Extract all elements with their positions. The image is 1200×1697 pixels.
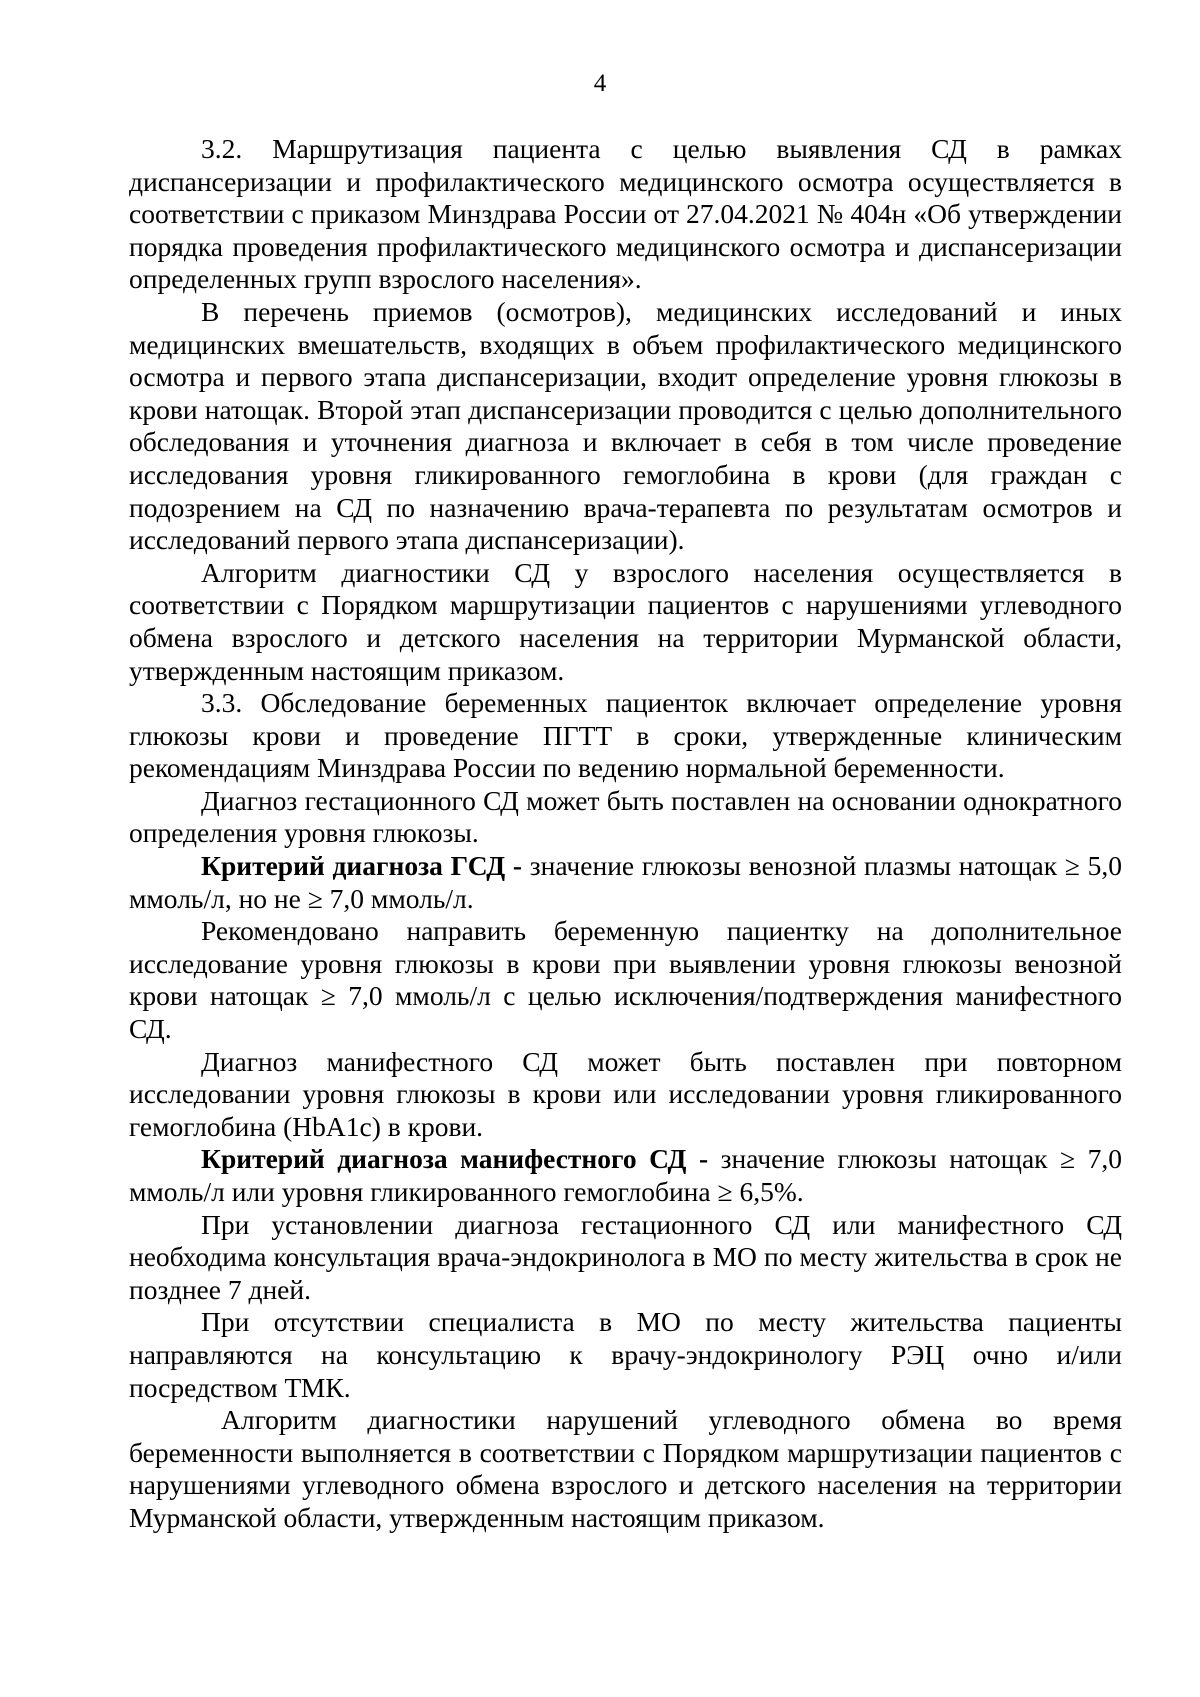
paragraph-text: Рекомендовано направить беременную пациентку на дополнительное исследование уровня глюкозы в крови при выявлении уровня глюкозы венозной крови натощак ≥ 7,0 ммоль/л с целью исключения/подтверждения манифестного СД. (129, 915, 1122, 1045)
paragraph-text: В перечень приемов (осмотров), медицинских исследований и иных медицинских вмешательств, входящих в объем профилактического медицинского осмотра и первого этапа диспансеризации, входит определение уровня глюкозы в крови натощак. Второй этап диспансеризации проводится с целью дополнительного обследования и уточнения диагноза и включает в себя в том числе проведение исследования уровня гликированного гемоглобина в крови (для граждан с подозрением на СД по назначению врача-терапевта по результатам осмотров и исследований первого этапа диспансеризации). (129, 295, 1122, 556)
paragraph-adult-algorithm (129, 557, 1122, 687)
paragraph-text: Диагноз манифестного СД может быть поставлен при повторном исследовании уровня глюкозы в крови или исследовании уровня гликированного гемоглобина (HbA1c) в крови. (129, 1045, 1122, 1142)
paragraph-manifest-criterion (129, 1143, 1122, 1208)
paragraph-gestational-diagnosis (129, 785, 1122, 850)
paragraph-telemedicine (129, 1306, 1122, 1404)
document-body (129, 133, 1122, 1535)
paragraph-3-2 (129, 133, 1122, 296)
paragraph-text: При установлении диагноза гестационного СД или манифестного СД необходима консультация врача-эндокринолога в МО по месту жительства в срок не позднее 7 дней. (129, 1208, 1122, 1305)
paragraph-text: 3.2. Маршрутизация пациента с целью выявления СД в рамках диспансеризации и профилактического медицинского осмотра осуществляется в соответствии с приказом Минздрава России от 27.04.2021 № 404н «Об утверждении порядка проведения профилактического медицинского осмотра и диспансеризации определенных групп взрослого населения». (129, 133, 1122, 295)
paragraph-referral-recommendation (129, 915, 1122, 1045)
criterion-heading: Критерий диагноза ГСД - (201, 850, 523, 882)
paragraph-gsd-criterion (129, 850, 1122, 915)
paragraph-manifest-diagnosis (129, 1046, 1122, 1144)
paragraph-text: Алгоритм диагностики нарушений углеводного обмена во время беременности выполняется в соответствии с Порядком маршрутизации пациентов с нарушениями углеводного обмена взрослого и детского населения на территории Мурманской области, утвержденным настоящим приказом. (129, 1404, 1122, 1533)
paragraph-pregnancy-algorithm (129, 1404, 1122, 1534)
paragraph-text: значение глюкозы венозной плазмы натощак ≥ 5,0 ммоль/л, но не ≥ 7,0 ммоль/л. (129, 850, 1122, 914)
page-number: 4 (593, 70, 607, 97)
paragraph-screening-list (129, 296, 1122, 557)
paragraph-text: значение глюкозы натощак ≥ 7,0 ммоль/л или уровня гликированного гемоглобина ≥ 6,5%. (129, 1143, 1123, 1207)
paragraph-text: При отсутствии специалиста в МО по месту жительства пациенты направляются на консультацию к врачу-эндокринологу РЭЦ очно и/или посредством ТМК. (129, 1306, 1122, 1403)
paragraph-text: Алгоритм диагностики СД у взрослого населения осуществляется в соответствии с Порядком маршрутизации пациентов с нарушениями углеводного обмена взрослого и детского населения на территории Мурманской области, утвержденным настоящим приказом. (129, 556, 1122, 686)
paragraph-endocrinologist-consultation (129, 1209, 1122, 1307)
paragraph-text: Диагноз гестационного СД может быть поставлен на основании однократного определения уровня глюкозы. (129, 784, 1122, 849)
paragraph-text: 3.3. Обследование беременных пациенток включает определение уровня глюкозы крови и проведение ПГТТ в сроки, утвержденные клиническим рекомендациям Минздрава России по ведению нормальной беременности. (129, 687, 1122, 784)
criterion-heading: Критерий диагноза манифестного СД - (201, 1143, 709, 1175)
paragraph-3-3 (129, 687, 1122, 785)
